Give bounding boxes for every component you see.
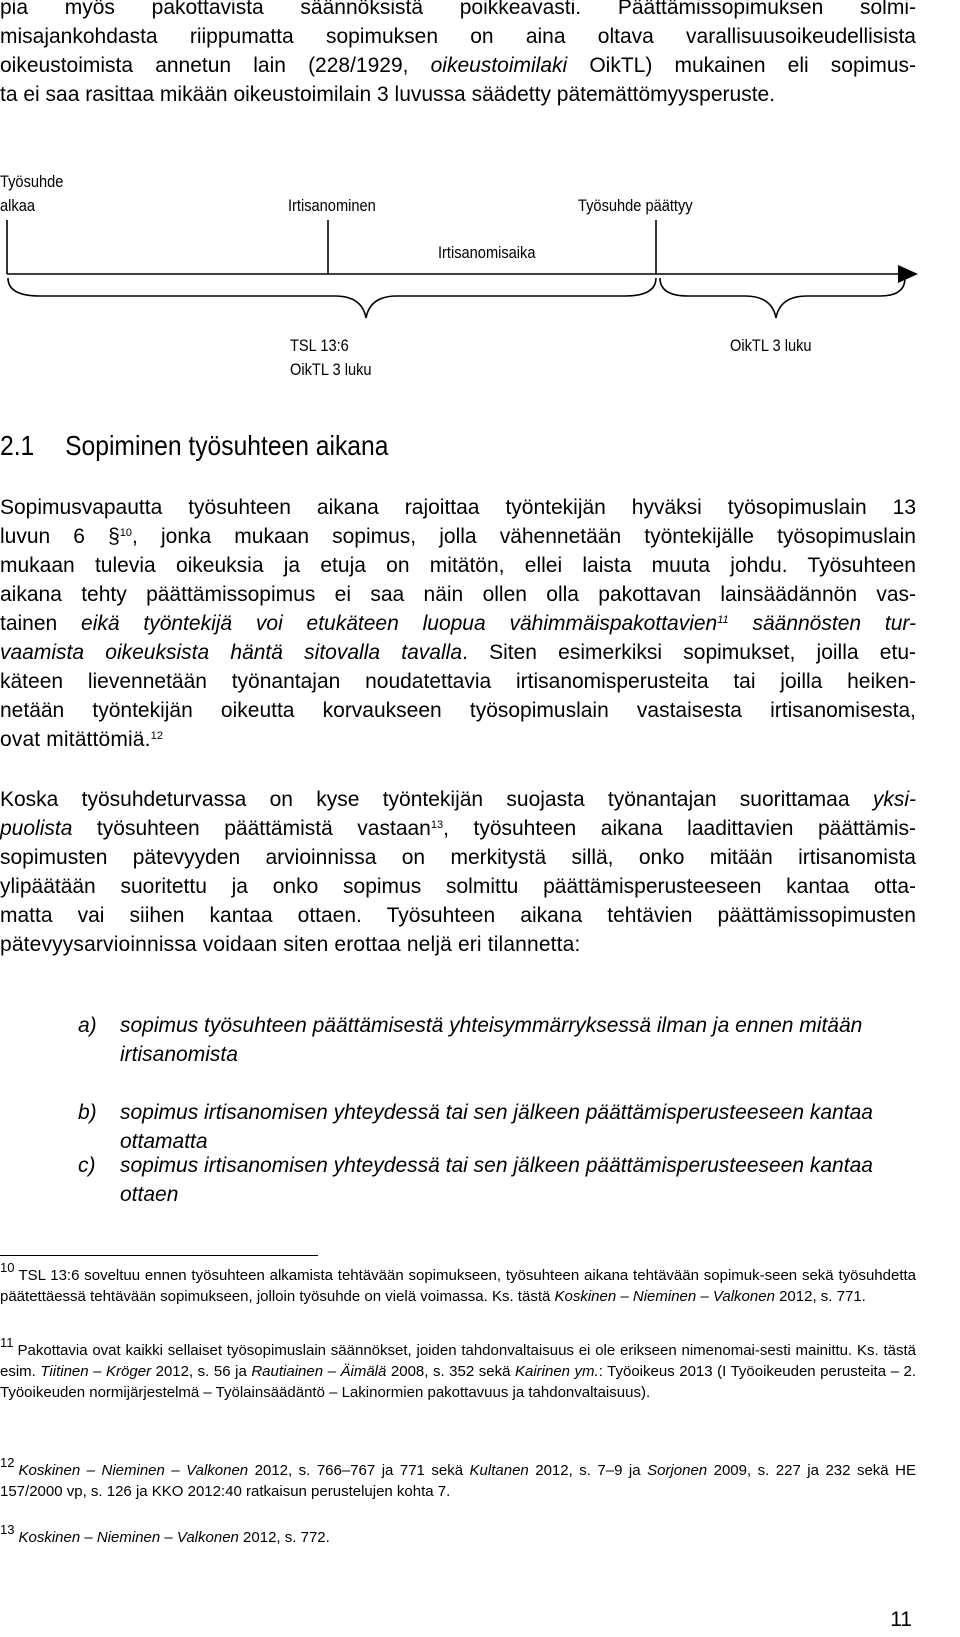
footnote-number: 12 <box>0 1455 15 1470</box>
label-tyosuhde-alkaa-2: alkaa <box>0 196 35 215</box>
footnote-italic: Koskinen – Nieminen – Valkonen <box>18 1462 249 1479</box>
footnote-text: 2012, s. 772. <box>238 1529 330 1546</box>
intro-italic: oikeustoimilaki <box>430 54 568 77</box>
footnote-italic: Koskinen – Nieminen – Valkonen <box>18 1529 239 1546</box>
para2-line-3: sopimusten pätevyyden arvioinnissa on merkitystä sillä, onko mitään irtisanomista <box>0 846 916 869</box>
list-text: sopimus työsuhteen päättämisestä yhteisymmärryksessä ilman ja ennen mitään irtisanomista <box>120 1014 863 1066</box>
brace-right <box>660 278 905 318</box>
para2-italic: yksi- <box>872 788 916 811</box>
label-oiktl-left: OikTL 3 luku <box>290 360 372 379</box>
footnote-text: 2012, s. 771. <box>774 1288 866 1305</box>
intro-line-1: pia myös pakottavista säännöksistä poikkeavasti. Päättämissopimuksen solmi- <box>0 0 916 19</box>
footnote-text: 2012, s. 7–9 ja <box>528 1462 648 1479</box>
label-irtisanomisaika: Irtisanomisaika <box>438 243 536 262</box>
footnote-number: 13 <box>0 1522 15 1537</box>
footnote-text: : Työoikeus 2013 (I Työoikeuden perusteita – 2. Työoikeuden normijärjestelmä – Työlainsäädäntö – Lakinormien pakottavuus ja tahdonvaltaisuus). <box>0 1363 916 1401</box>
footnote-12 <box>0 1455 916 1502</box>
footnote-italic: Sorjonen <box>647 1462 708 1479</box>
arrow-head <box>898 265 918 283</box>
para1-text: luvun 6 § <box>0 525 120 548</box>
list-item-b <box>78 1098 918 1158</box>
para2-line-6: pätevyysarvioinnissa voidaan siten erottaa neljä eri tilannetta: <box>0 933 581 956</box>
footnote-number: 11 <box>0 1335 14 1350</box>
footnote-text: 2012, s. 56 ja <box>151 1363 252 1380</box>
footnote-italic: Kairinen ym. <box>514 1363 599 1380</box>
para1-line-2 <box>0 523 916 550</box>
label-irtisanominen: Irtisanominen <box>288 196 376 215</box>
label-oiktl-right: OikTL 3 luku <box>730 336 812 355</box>
para1-text: tainen <box>0 612 82 635</box>
para1-line-3: mukaan tulevia oikeuksia ja etuja on mitätön, ellei laista muuta johdu. Työsuhteen <box>0 554 916 577</box>
footnote-separator <box>0 1255 318 1256</box>
footnote-13 <box>0 1522 916 1548</box>
page-number: 11 <box>890 1608 912 1631</box>
footnote-11 <box>0 1335 916 1403</box>
para1-text: . Siten esimerkiksi sopimukset, joilla etu- <box>462 641 916 664</box>
brace-left <box>8 278 656 318</box>
label-tsl-13-6: TSL 13:6 <box>290 336 349 355</box>
intro-line-4: ta ei saa rasittaa mikään oikeustoimilain 3 luvussa säädetty pätemättömyysperuste. <box>0 83 776 106</box>
para1-italic: eikä työntekijä voi etukäteen luopua vähimmäispakottavien <box>81 612 718 635</box>
label-tyosuhde-alkaa-1: Työsuhde <box>0 172 64 191</box>
intro-text: OikTL) mukainen eli sopimus- <box>567 54 916 77</box>
list-item-a <box>78 1011 918 1071</box>
para1-text: , jonka mukaan sopimus, jolla vähennetään työntekijälle työsopimuslain <box>132 525 916 548</box>
footnote-10 <box>0 1260 916 1307</box>
list-label: a) <box>78 1014 97 1037</box>
label-tyosuhde-paattyy: Työsuhde päättyy <box>578 196 693 215</box>
para1-line-1: Sopimusvapautta työsuhteen aikana rajoittaa työntekijän hyväksi työsopimuslain 13 <box>0 496 916 519</box>
footnote-italic: Kultanen <box>469 1462 529 1479</box>
footnote-text: 2009, s. 227 ja 232 sekä HE 157/2000 vp, s. 126 ja KKO 2012:40 ratkaisun perustelujen kohta 7. <box>0 1462 916 1500</box>
footnote-ref-12[interactable]: 12 <box>150 730 164 742</box>
section-title: Sopiminen työsuhteen aikana <box>65 430 389 461</box>
intro-line-2: misajankohdasta riippumatta sopimuksen on aina oltava varallisuusoikeudellisista <box>0 25 916 48</box>
para2-text: Koska työsuhdeturvassa on kyse työntekijän suojasta työnantajan suorittamaa <box>0 788 873 811</box>
para2-italic: puolista <box>0 817 73 840</box>
timeline-graphic <box>0 0 960 400</box>
footnote-text: 2008, s. 352 sekä <box>386 1363 515 1380</box>
para1-line-9 <box>0 726 163 753</box>
intro-text: oikeustoimista annetun lain (228/1929, <box>0 54 431 77</box>
list-text: sopimus irtisanomisen yhteydessä tai sen jälkeen päättämisperusteeseen kantaa ottamatta <box>120 1101 873 1153</box>
para1-line-6 <box>0 639 916 666</box>
para2-line-1 <box>0 786 916 813</box>
footnote-text: Pakottavia ovat kaikki sellaiset työsopimuslain säännökset, joiden tahdonvaltaisuus ei ole erikseen nimenomai-sesti mainittu. Ks. tästä esim. <box>0 1342 916 1380</box>
section-heading <box>0 428 388 464</box>
footnote-text: 2012, s. 766–767 ja 771 sekä <box>248 1462 470 1479</box>
para2-text: , työsuhteen aikana laadittavien päättämis- <box>443 817 916 840</box>
para2-line-2 <box>0 815 916 842</box>
para1-line-4: aikana tehty päättämissopimus ei saa näin ollen olla pakottavan lainsäädännön vas- <box>0 583 916 606</box>
list-label: c) <box>78 1154 96 1177</box>
footnote-ref-13[interactable]: 13 <box>430 819 444 831</box>
para1-text: ovat mitättömiä. <box>0 728 151 751</box>
list-label: b) <box>78 1101 97 1124</box>
footnote-ref-11[interactable]: 11 <box>717 614 729 626</box>
para2-line-5: matta vai siihen kantaa ottaen. Työsuhteen aikana tehtävien päättämissopimusten <box>0 904 916 927</box>
para1-italic: vaamista oikeuksista häntä sitovalla tavalla <box>0 641 462 664</box>
section-number: 2.1 <box>0 430 35 461</box>
para2-text: työsuhteen päättämistä vastaan <box>72 817 431 840</box>
footnote-text: TSL 13:6 soveltuu ennen työsuhteen alkamista tehtävään sopimukseen, työsuhteen aikana tehtävään sopimuk-seen sekä työsuhdetta päätettäessä tehtävään sopimukseen, jolloin työsuhde on vielä voimassa. Ks. tästä <box>0 1267 916 1305</box>
footnote-italic: Koskinen – Nieminen – Valkonen <box>554 1288 775 1305</box>
footnote-italic: Rautiainen – Äimälä <box>251 1363 387 1380</box>
list-text: sopimus irtisanomisen yhteydessä tai sen jälkeen päättämisperusteeseen kantaa ottaen <box>120 1154 873 1206</box>
list-item-c <box>78 1151 918 1211</box>
footnote-number: 10 <box>0 1260 15 1275</box>
para1-italic: säännösten tur- <box>728 612 916 635</box>
para1-line-7: käteen lievennetään työnantajan noudatettavia irtisanomisperusteita tai joilla heiken- <box>0 670 916 693</box>
para1-line-5 <box>0 610 916 637</box>
para2-line-4: ylipäätään suoritettu ja onko sopimus solmittu päättämisperusteeseen kantaa otta- <box>0 875 916 898</box>
footnote-italic: Tiitinen – Kröger <box>40 1363 152 1380</box>
para1-line-8: netään työntekijän oikeutta korvaukseen työsopimuslain vastaisesta irtisanomisesta, <box>0 699 916 722</box>
footnote-ref-10[interactable]: 10 <box>119 527 133 539</box>
